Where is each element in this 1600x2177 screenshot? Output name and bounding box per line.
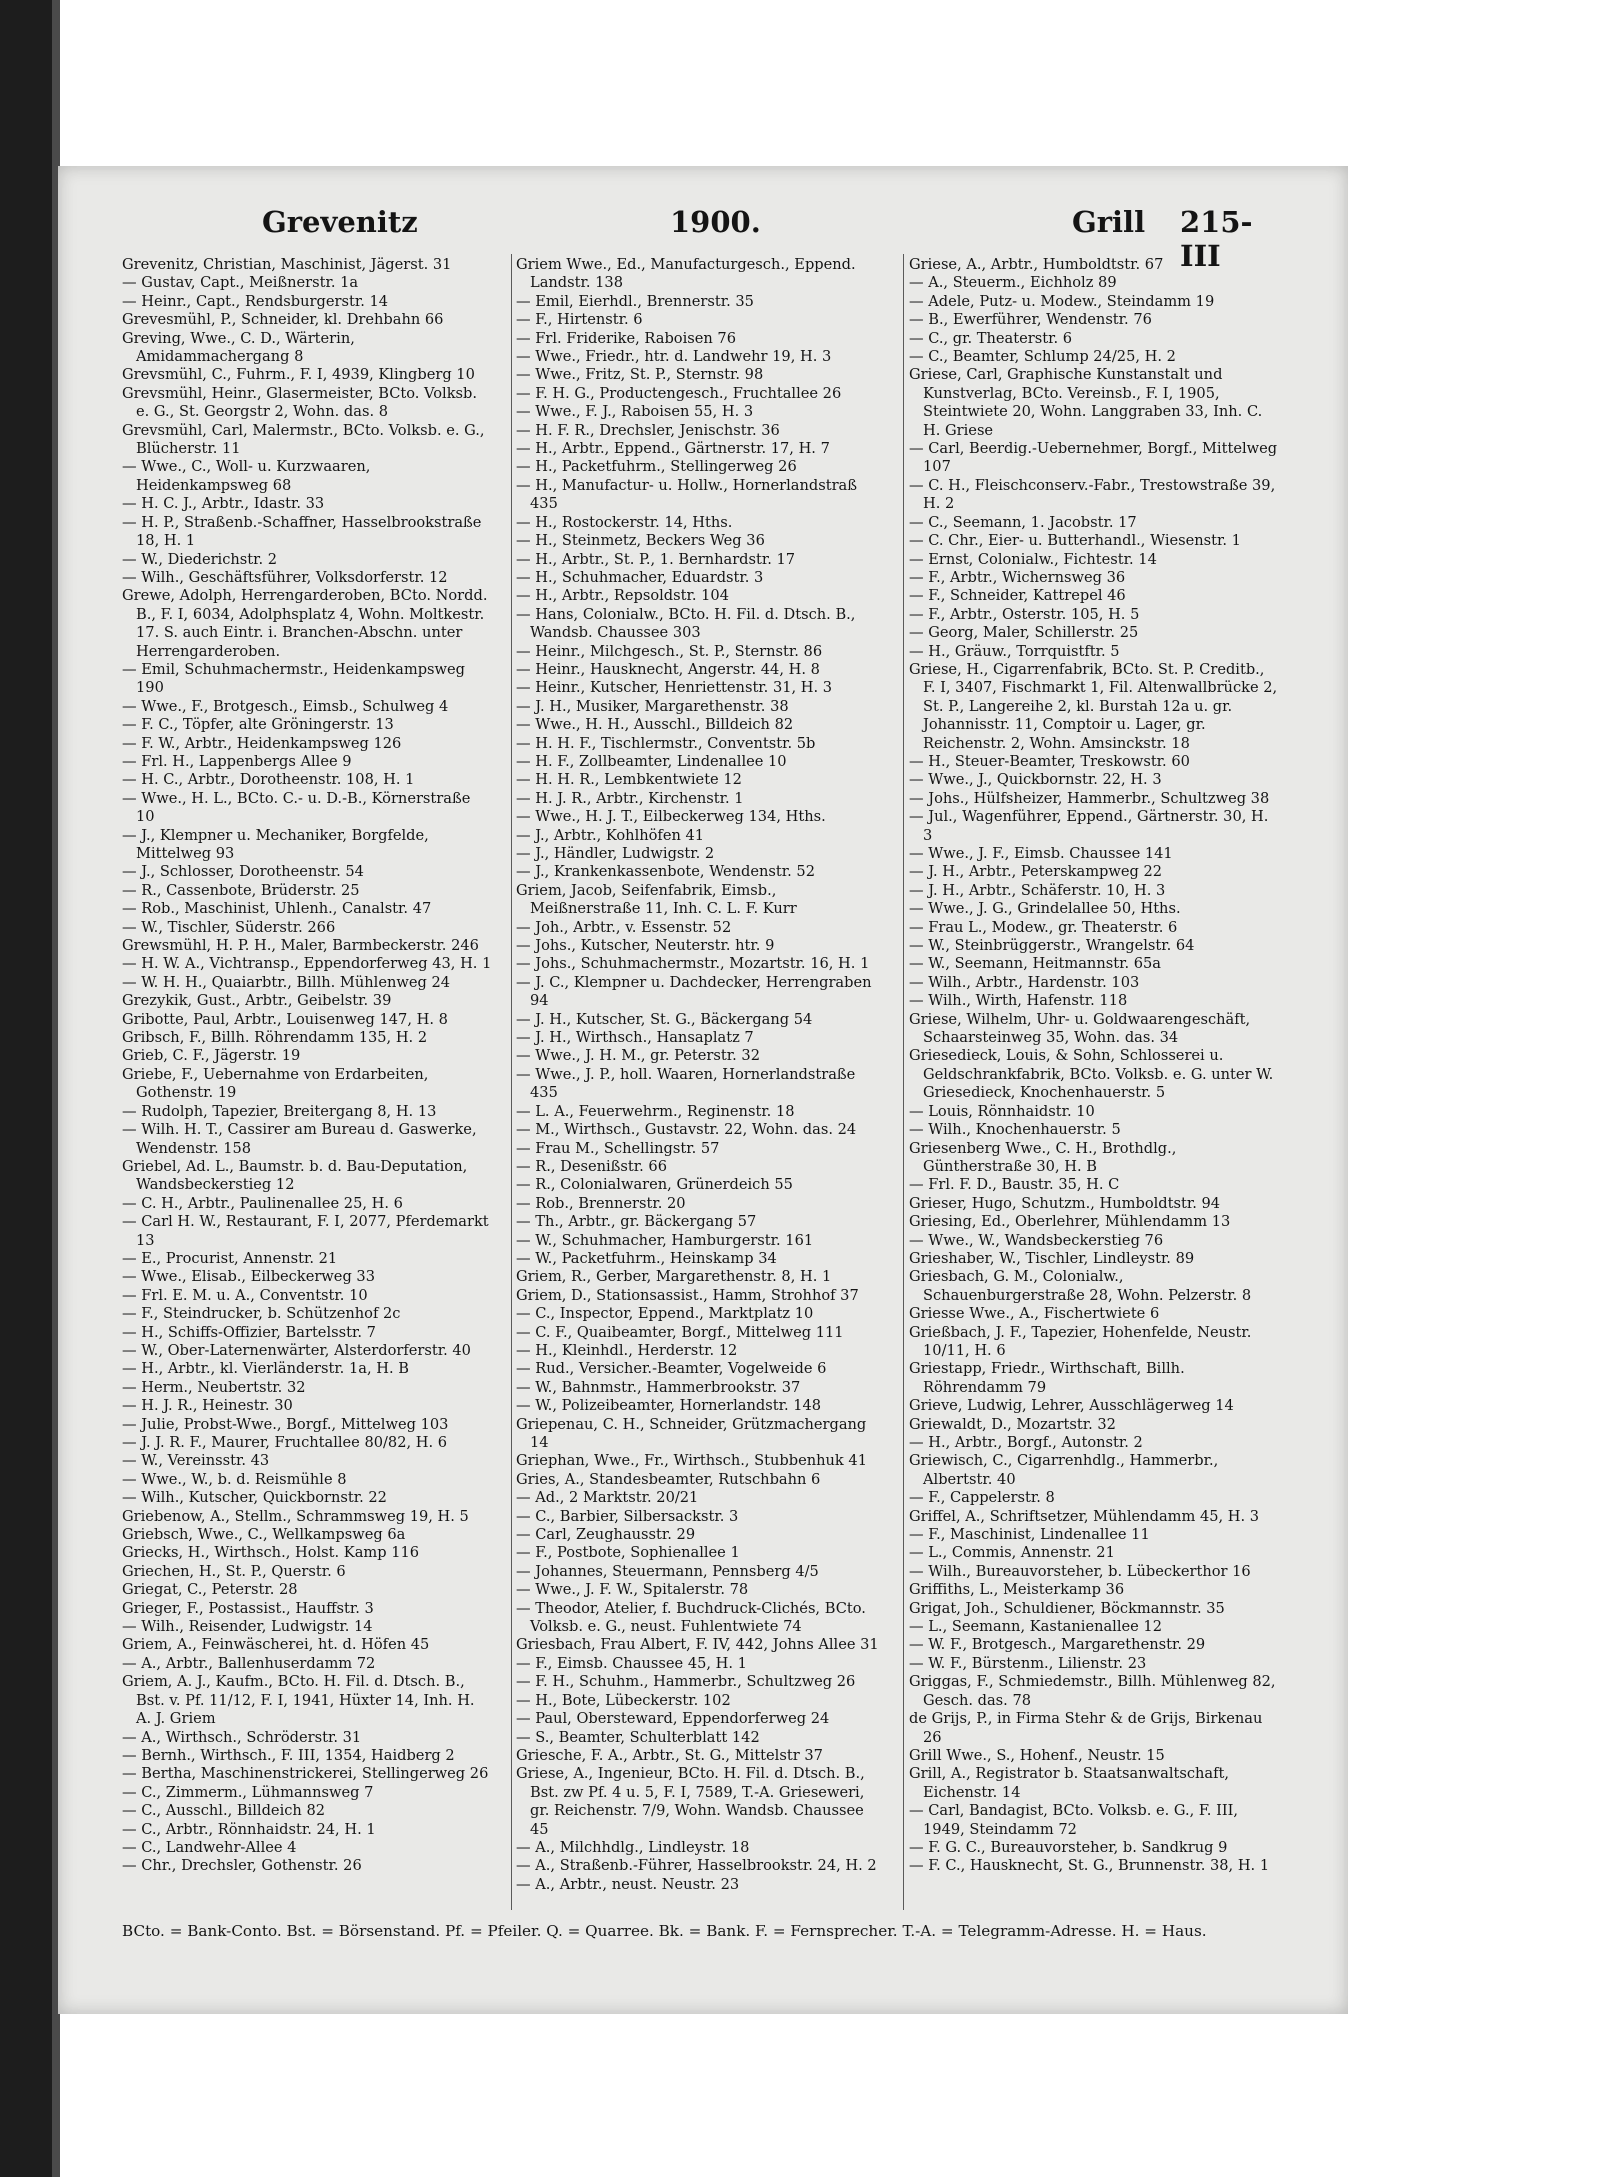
directory-entry: — F. C., Hausknecht, St. G., Brunnenstr. 38, H. 1 [909, 1857, 1270, 1875]
directory-entry: — J. C., Klempner u. Dachdecker, Herrengraben 94 [516, 973, 872, 1010]
directory-entry: — Wwe., C., Woll- u. Kurzwaaren, Heidenkampsweg 68 [122, 458, 371, 494]
directory-entry: — J., Arbtr., Kohlhöfen 41 [516, 826, 705, 844]
directory-entry: — H., Arbtr., Borgf., Autonstr. 2 [909, 1434, 1143, 1451]
directory-entry: — Rud., Versicher.-Beamter, Vogelweide 6 [516, 1360, 827, 1378]
directory-entry: — J., Schlosser, Dorotheenstr. 54 [122, 863, 364, 881]
directory-entry: Griebel, Ad. L., Baumstr. b. d. Bau-Deputation, Wandsbeckerstieg 12 [122, 1157, 468, 1194]
directory-entry: Griesbach, Frau Albert, F. IV, 442, Johns Allee 31 [516, 1636, 879, 1654]
directory-entry: — H., Schiffs-Offizier, Bartelsstr. 7 [122, 1323, 376, 1341]
directory-entry: — J., Krankenkassenbote, Wendenstr. 52 [516, 863, 815, 881]
directory-entry: — E., Procurist, Annenstr. 21 [122, 1249, 338, 1267]
directory-entry: — Rob., Brennerstr. 20 [516, 1194, 686, 1212]
directory-entry: — C. Chr., Eier- u. Butterhandl., Wiesenstr. 1 [909, 532, 1241, 550]
directory-entry: Grieser, Hugo, Schutzm., Humboldtstr. 94 [909, 1194, 1221, 1212]
directory-entry: — Jul., Wagenführer, Eppend., Gärtnerstr. 30, H. 3 [909, 808, 1269, 844]
directory-entry: Gries, A., Standesbeamter, Rutschbahn 6 [516, 1470, 821, 1488]
directory-entry: — J. H., Musiker, Margarethenstr. 38 [516, 697, 789, 715]
directory-entry: Griese, Carl, Graphische Kunstanstalt und Kunstverlag, BCto. Vereinsb., F. I, 1905, Steintwiete 20, Wohn. Langgraben 33, Inh. C. H. Griese [909, 366, 1263, 439]
directory-entry: — H. J. R., Arbtr., Kirchenstr. 1 [516, 789, 744, 807]
directory-entry: Grill, A., Registrator b. Staatsanwaltschaft, Eichenstr. 14 [909, 1765, 1230, 1801]
directory-entry: — A., Milchhdlg., Lindleystr. 18 [516, 1838, 750, 1856]
directory-entry: — Th., Arbtr., gr. Bäckergang 57 [516, 1213, 757, 1231]
directory-entry: — J., Klempner u. Mechaniker, Borgfelde, Mittelweg 93 [122, 826, 429, 862]
directory-entry: — Frl. E. M. u. A., Conventstr. 10 [122, 1286, 368, 1304]
directory-entry: — Carl, Zeughausstr. 29 [516, 1526, 696, 1544]
directory-entry: Griem, A. J., Kaufm., BCto. H. Fil. d. Dtsch. B., Bst. v. Pf. 11/12, F. I, 1941, Hüxter 14, Inh. H. A. J. Griem [122, 1673, 475, 1728]
directory-entry: — H. C. J., Arbtr., Idastr. 33 [122, 495, 325, 513]
directory-entry: — Carl, Beerdig.-Uebernehmer, Borgf., Mittelweg 107 [909, 440, 1278, 476]
directory-entry: — Ad., 2 Marktstr. 20/21 [516, 1489, 699, 1507]
directory-entry: Greving, Wwe., C. D., Wärterin, Amidammachergang 8 [122, 329, 355, 366]
directory-entry: Griebsch, Wwe., C., Wellkampsweg 6a [122, 1526, 406, 1544]
directory-entry: — H. C., Arbtr., Dorotheenstr. 108, H. 1 [122, 771, 415, 789]
header-year: 1900. [670, 205, 761, 239]
directory-entry: — H. F. R., Drechsler, Jenischstr. 36 [516, 421, 780, 439]
directory-entry: — Wilh., Arbtr., Hardenstr. 103 [909, 973, 1140, 991]
directory-entry: Griem, Jacob, Seifenfabrik, Eimsb., Meißnerstraße 11, Inh. C. L. F. Kurr [516, 881, 797, 918]
directory-entry: — Johannes, Steuermann, Pennsberg 4/5 [516, 1562, 819, 1580]
directory-entry: — C., Barbier, Silbersackstr. 3 [516, 1507, 739, 1525]
directory-entry: — L. A., Feuerwehrm., Reginenstr. 18 [516, 1102, 795, 1120]
directory-entry: — Ernst, Colonialw., Fichtestr. 14 [909, 550, 1157, 568]
directory-entry: — H., Arbtr., Eppend., Gärtnerstr. 17, H. 7 [516, 440, 830, 458]
directory-entry: — Julie, Probst-Wwe., Borgf., Mittelweg 103 [122, 1415, 449, 1433]
directory-entry: — Wilh. H. T., Cassirer am Bureau d. Gaswerke, Wendenstr. 158 [122, 1121, 477, 1157]
directory-entry: Griewaldt, D., Mozartstr. 32 [909, 1415, 1116, 1433]
directory-entry: — Wwe., J., Quickbornstr. 22, H. 3 [909, 771, 1162, 789]
directory-entry: — H. P., Straßenb.-Schaffner, Hasselbrookstraße 18, H. 1 [122, 513, 482, 550]
directory-entry: — Wwe., J. G., Grindelallee 50, Hths. [909, 900, 1181, 918]
directory-entry: — W., Bahnmstr., Hammerbrookstr. 37 [516, 1378, 801, 1396]
directory-entry: — A., Straßenb.-Führer, Hasselbrookstr. 24, H. 2 [516, 1857, 877, 1875]
directory-entry: — Wwe., Friedr., htr. d. Landwehr 19, H. 3 [516, 348, 832, 366]
directory-entry: — Wwe., J. F. W., Spitalerstr. 78 [516, 1581, 749, 1599]
directory-entry: — C., Arbtr., Rönnhaidstr. 24, H. 1 [122, 1820, 376, 1838]
directory-entry: — H. J. R., Heinestr. 30 [122, 1397, 293, 1415]
directory-entry: — Rudolph, Tapezier, Breitergang 8, H. 13 [122, 1102, 437, 1120]
directory-entry: — F., Schneider, Kattrepel 46 [909, 587, 1126, 605]
directory-column-1 [122, 256, 492, 1908]
directory-entry: Griggas, F., Schmiedemstr., Billh. Mühlenweg 82, Gesch. das. 78 [909, 1673, 1276, 1709]
directory-entry: — Wwe., Fritz, St. P., Sternstr. 98 [516, 366, 764, 384]
directory-entry: — W., Polizeibeamter, Hornerlandstr. 148 [516, 1397, 822, 1415]
directory-entry: — F., Arbtr., Wichernsweg 36 [909, 568, 1126, 586]
directory-entry: — F., Hirtenstr. 6 [516, 311, 643, 329]
directory-entry: — H., Steuer-Beamter, Treskowstr. 60 [909, 752, 1190, 770]
directory-entry: — Wilh., Geschäftsführer, Volksdorferstr. 12 [122, 568, 448, 586]
directory-entry: — H., Arbtr., kl. Vierländerstr. 1a, H. B [122, 1360, 409, 1378]
directory-entry: — H. W. A., Vichtransp., Eppendorferweg 43, H. 1 [122, 955, 492, 973]
directory-entry: — Wilh., Knochenhauerstr. 5 [909, 1121, 1121, 1139]
directory-entry: — Johs., Schuhmachermstr., Mozartstr. 16, H. 1 [516, 955, 870, 973]
directory-entry: Grießbach, J. F., Tapezier, Hohenfelde, Neustr. 10/11, H. 6 [909, 1323, 1252, 1359]
column-rule [511, 254, 512, 1910]
directory-entry: — J. H., Arbtr., Schäferstr. 10, H. 3 [909, 881, 1166, 899]
directory-entry: — F. G. C., Bureauvorsteher, b. Sandkrug 9 [909, 1838, 1228, 1856]
directory-entry: Griebenow, A., Stellm., Schrammsweg 19, H. 5 [122, 1507, 469, 1525]
directory-entry: Grevsmühl, Heinr., Glasermeister, BCto. Volksb. e. G., St. Georgstr 2, Wohn. das. 8 [122, 384, 478, 421]
directory-entry: Griesche, F. A., Arbtr., St. G., Mittelstr 37 [516, 1746, 823, 1764]
directory-entry: — Frl. F. D., Baustr. 35, H. C [909, 1176, 1120, 1194]
header-right-catchword: Grill [1072, 205, 1146, 239]
directory-entry: Griem, R., Gerber, Margarethenstr. 8, H. 1 [516, 1268, 832, 1286]
directory-entry: — Rob., Maschinist, Uhlenh., Canalstr. 47 [122, 900, 432, 918]
directory-entry: — H., Gräuw., Torrquistftr. 5 [909, 642, 1120, 660]
directory-entry: — F. C., Töpfer, alte Gröningerstr. 13 [122, 716, 394, 734]
directory-entry: — J., Händler, Ludwigstr. 2 [516, 845, 715, 862]
directory-column-3 [909, 256, 1279, 1908]
directory-entry: — A., Steuerm., Eichholz 89 [909, 274, 1117, 292]
directory-entry: Grevsmühl, Carl, Malermstr., BCto. Volksb. e. G., Blücherstr. 11 [122, 421, 485, 458]
directory-entry: Griesbach, G. M., Colonialw., Schauenburgerstraße 28, Wohn. Pelzerstr. 8 [909, 1268, 1252, 1304]
directory-entry: — B., Ewerführer, Wendenstr. 76 [909, 311, 1152, 329]
directory-entry: — S., Beamter, Schulterblatt 142 [516, 1728, 760, 1746]
directory-entry: Grevenitz, Christian, Maschinist, Jägerst. 31 [122, 256, 452, 273]
directory-entry: — C., Zimmerm., Lühmannsweg 7 [122, 1783, 374, 1801]
directory-entry: — Wwe., H. J. T., Eilbeckerweg 134, Hths. [516, 808, 826, 826]
directory-entry: Grieger, F., Postassist., Hauffstr. 3 [122, 1599, 374, 1617]
directory-entry: — W., Schuhmacher, Hamburgerstr. 161 [516, 1231, 814, 1249]
directory-entry: — Wilh., Bureauvorsteher, b. Lübeckerthor 16 [909, 1562, 1251, 1580]
directory-entry: — R., Desenißstr. 66 [516, 1157, 667, 1175]
directory-entry: — H., Arbtr., Repsoldstr. 104 [516, 587, 729, 605]
directory-entry: — F., Postbote, Sophienallee 1 [516, 1544, 740, 1562]
directory-entry: Griese, A., Ingenieur, BCto. H. Fil. d. Dtsch. B., Bst. zw Pf. 4 u. 5, F. I, 7589, T.-A. Grieseweri, gr. Reichenstr. 7/9, Wohn. Wandsb. Chaussee 45 [516, 1765, 865, 1838]
directory-entry: — Wwe., H. L., BCto. C.- u. D.-B., Körnerstraße 10 [122, 789, 471, 826]
directory-entry: — Heinr., Milchgesch., St. P., Sternstr. 86 [516, 642, 823, 660]
directory-entry: — Louis, Rönnhaidstr. 10 [909, 1102, 1095, 1120]
directory-entry: — Theodor, Atelier, f. Buchdruck-Clichés, BCto. Volksb. e. G., neust. Fuhlentwiete 74 [516, 1599, 866, 1636]
directory-entry: Grieb, C. F., Jägerstr. 19 [122, 1047, 301, 1065]
directory-entry: Grewsmühl, H. P. H., Maler, Barmbeckerstr. 246 [122, 937, 479, 955]
directory-entry: Griffiths, L., Meisterkamp 36 [909, 1581, 1125, 1599]
directory-entry: Griesenberg Wwe., C. H., Brothdlg., Güntherstraße 30, H. B [909, 1139, 1177, 1175]
directory-entry: — C. F., Quaibeamter, Borgf., Mittelweg 111 [516, 1323, 844, 1341]
directory-entry: — F. H. G., Productengesch., Fruchtallee 26 [516, 384, 842, 402]
directory-entry: Griegat, C., Peterstr. 28 [122, 1581, 298, 1599]
directory-entry: — Johs., Hülfsheizer, Hammerbr., Schultzweg 38 [909, 789, 1270, 807]
directory-entry: — H. F., Zollbeamter, Lindenallee 10 [516, 752, 787, 770]
directory-entry: — Paul, Obersteward, Eppendorferweg 24 [516, 1710, 830, 1728]
directory-entry: Griesse Wwe., A., Fischertwiete 6 [909, 1305, 1160, 1323]
directory-entry: — Joh., Arbtr., v. Essenstr. 52 [516, 918, 732, 936]
directory-entry: — Wwe., F., Brotgesch., Eimsb., Schulweg 4 [122, 697, 449, 715]
directory-entry: — R., Cassenbote, Brüderstr. 25 [122, 881, 360, 899]
directory-entry: — H. H. R., Lembkentwiete 12 [516, 771, 742, 789]
directory-entry: — H., Steinmetz, Beckers Weg 36 [516, 532, 765, 550]
directory-entry: — Wwe., J. F., Eimsb. Chaussee 141 [909, 845, 1173, 862]
directory-entry: — J. H., Wirthsch., Hansaplatz 7 [516, 1029, 754, 1047]
directory-entry: — J. H., Kutscher, St. G., Bäckergang 54 [516, 1010, 813, 1028]
directory-entry: — W. H. H., Quaiarbtr., Billh. Mühlenweg 24 [122, 973, 451, 991]
directory-entry: Grill Wwe., S., Hohenf., Neustr. 15 [909, 1746, 1165, 1764]
directory-entry: — H., Packetfuhrm., Stellingerweg 26 [516, 458, 797, 476]
directory-entry: — Carl H. W., Restaurant, F. I, 2077, Pferdemarkt 13 [122, 1213, 489, 1249]
directory-entry: — H., Arbtr., St. P., 1. Bernhardstr. 17 [516, 550, 796, 568]
directory-entry: Griesedieck, Louis, & Sohn, Schlosserei u. Geldschrankfabrik, BCto. Volksb. e. G. unter W. Griesedieck, Knochenhauerstr. 5 [909, 1047, 1274, 1102]
directory-entry: Griese, H., Cigarrenfabrik, BCto. St. P. Creditb., F. I, 3407, Fischmarkt 1, Fil. Altenwallbrücke 2, St. P., Langereihe 2, kl. Burstah 12a u. gr. Johannisstr. 11, Comptoir u. Lager, gr. Reichenstr. 2, Wohn. Amsinckstr. 18 [909, 660, 1278, 752]
directory-entry: — H., Bote, Lübeckerstr. 102 [516, 1691, 731, 1709]
directory-entry: Grigat, Joh., Schuldiener, Böckmannstr. 35 [909, 1599, 1225, 1617]
book-binding [0, 0, 52, 2177]
directory-entry: — J. H., Arbtr., Peterskampweg 22 [909, 863, 1163, 881]
directory-column-2 [516, 256, 886, 1908]
directory-entry: — Heinr., Capt., Rendsburgerstr. 14 [122, 292, 389, 310]
directory-entry: — Wilh., Kutscher, Quickbornstr. 22 [122, 1489, 387, 1507]
directory-entry: Griecks, H., Wirthsch., Holst. Kamp 116 [122, 1544, 420, 1562]
directory-entry: — F., Arbtr., Osterstr. 105, H. 5 [909, 605, 1140, 623]
directory-entry: Griese, Wilhelm, Uhr- u. Goldwaarengeschäft, Schaarsteinweg 35, Wohn. das. 34 [909, 1010, 1251, 1047]
directory-entry: — Wwe., W., Wandsbeckerstieg 76 [909, 1231, 1164, 1249]
directory-entry: — A., Arbtr., neust. Neustr. 23 [516, 1875, 740, 1893]
directory-entry: Grieve, Ludwig, Lehrer, Ausschlägerweg 14 [909, 1397, 1234, 1415]
directory-entry: Griechen, H., St. P., Querstr. 6 [122, 1562, 346, 1580]
directory-entry: — C. H., Fleischconserv.-Fabr., Trestowstraße 39, H. 2 [909, 476, 1276, 513]
directory-entry: — W., Tischler, Süderstr. 266 [122, 918, 336, 936]
directory-entry: — R., Colonialwaren, Grünerdeich 55 [516, 1176, 793, 1194]
directory-entry: — Frau L., Modew., gr. Theaterstr. 6 [909, 918, 1178, 936]
directory-entry: — W. F., Brotgesch., Margarethenstr. 29 [909, 1636, 1206, 1654]
directory-entry: Gribotte, Paul, Arbtr., Louisenweg 147, H. 8 [122, 1010, 448, 1028]
page-number: 215-III [1180, 205, 1253, 273]
directory-entry: — W., Ober-Laternenwärter, Alsterdorferstr. 40 [122, 1341, 471, 1359]
directory-entry: Griepenau, C. H., Schneider, Grützmachergang 14 [516, 1415, 867, 1451]
directory-entry: — Adele, Putz- u. Modew., Steindamm 19 [909, 292, 1215, 310]
directory-entry: — Wwe., H. H., Ausschl., Billdeich 82 [516, 716, 794, 734]
directory-entry: Griem Wwe., Ed., Manufacturgesch., Eppend. Landstr. 138 [516, 256, 856, 292]
directory-entry: — C., Seemann, 1. Jacobstr. 17 [909, 513, 1137, 531]
directory-entry: — C., Landwehr-Allee 4 [122, 1838, 297, 1856]
directory-entry: — W., Packetfuhrm., Heinskamp 34 [516, 1249, 777, 1267]
directory-entry: — W., Diederichstr. 2 [122, 550, 278, 568]
directory-entry: — F., Maschinist, Lindenallee 11 [909, 1526, 1150, 1544]
directory-entry: Griem, A., Feinwäscherei, ht. d. Höfen 45 [122, 1636, 430, 1654]
directory-entry: — L., Seemann, Kastanienallee 12 [909, 1618, 1163, 1636]
directory-entry: — Frau M., Schellingstr. 57 [516, 1139, 720, 1157]
directory-entry: — Frl. Friderike, Raboisen 76 [516, 329, 736, 347]
directory-entry: — Carl, Bandagist, BCto. Volksb. e. G., F. III, 1949, Steindamm 72 [909, 1802, 1238, 1838]
directory-entry: — Johs., Kutscher, Neuterstr. htr. 9 [516, 937, 775, 955]
directory-entry: — Frl. H., Lappenbergs Allee 9 [122, 752, 352, 770]
directory-entry: — Wwe., Elisab., Eilbeckerweg 33 [122, 1268, 375, 1286]
directory-entry: — Bertha, Maschinenstrickerei, Stellingerweg 26 [122, 1765, 489, 1783]
directory-entry: — M., Wirthsch., Gustavstr. 22, Wohn. das. 24 [516, 1121, 857, 1139]
directory-entry: — Wwe., J. P., holl. Waaren, Hornerlandstraße 435 [516, 1065, 856, 1102]
directory-entry: de Grijs, P., in Firma Stehr & de Grijs, Birkenau 26 [909, 1710, 1263, 1746]
directory-entry: — Heinr., Hausknecht, Angerstr. 44, H. 8 [516, 660, 820, 678]
directory-entry: — Gustav, Capt., Meißnerstr. 1a [122, 274, 359, 292]
directory-entry: Griffel, A., Schriftsetzer, Mühlendamm 45, H. 3 [909, 1507, 1260, 1525]
directory-entry: Gribsch, F., Billh. Röhrendamm 135, H. 2 [122, 1029, 428, 1047]
directory-entry: Griesing, Ed., Oberlehrer, Mühlendamm 13 [909, 1213, 1231, 1231]
directory-entry: — Chr., Drechsler, Gothenstr. 26 [122, 1857, 362, 1875]
directory-entry: — Wwe., J. H. M., gr. Peterstr. 32 [516, 1047, 760, 1065]
directory-entry: — H., Schuhmacher, Eduardstr. 3 [516, 568, 764, 586]
directory-entry: Grevsmühl, C., Fuhrm., F. I, 4939, Klingberg 10 [122, 366, 475, 384]
directory-entry: — C., gr. Theaterstr. 6 [909, 329, 1073, 347]
directory-entry: Griestapp, Friedr., Wirthschaft, Billh. Röhrendamm 79 [909, 1360, 1185, 1396]
directory-entry: — C., Beamter, Schlump 24/25, H. 2 [909, 348, 1176, 366]
directory-entry: Griewisch, C., Cigarrenhdlg., Hammerbr., Albertstr. 40 [909, 1452, 1219, 1488]
directory-entry: — W., Seemann, Heitmannstr. 65a [909, 955, 1161, 973]
directory-entry: — Wwe., F. J., Raboisen 55, H. 3 [516, 403, 754, 421]
directory-entry: — W., Vereinsstr. 43 [122, 1452, 270, 1470]
directory-entry: Griephan, Wwe., Fr., Wirthsch., Stubbenhuk 41 [516, 1452, 867, 1470]
directory-entry: — H., Kleinhdl., Herderstr. 12 [516, 1341, 738, 1359]
directory-entry: Grevesmühl, P., Schneider, kl. Drehbahn 66 [122, 311, 444, 329]
directory-entry: Griem, D., Stationsassist., Hamm, Strohhof 37 [516, 1286, 859, 1304]
directory-entry: — Bernh., Wirthsch., F. III, 1354, Haidberg 2 [122, 1746, 455, 1764]
column-rule [903, 254, 904, 1910]
directory-entry: — F., Eimsb. Chaussee 45, H. 1 [516, 1654, 747, 1672]
header-left-catchword: Grevenitz [262, 205, 418, 239]
directory-entry: — L., Commis, Annenstr. 21 [909, 1544, 1115, 1562]
directory-entry: Griese, A., Arbtr., Humboldtstr. 67 [909, 256, 1164, 273]
directory-entry: — W. F., Bürstenm., Lilienstr. 23 [909, 1654, 1147, 1672]
directory-entry: — F. W., Arbtr., Heidenkampsweg 126 [122, 734, 402, 752]
directory-entry: — C., Ausschl., Billdeich 82 [122, 1802, 326, 1820]
directory-entry: — Emil, Schuhmachermstr., Heidenkampsweg 190 [122, 660, 466, 697]
directory-entry: Grewe, Adolph, Herrengarderoben, BCto. Nordd. B., F. I, 6034, Adolphsplatz 4, Wohn. Moltkestr. 17. S. auch Eintr. i. Branchen-Abschn. unter Herrengarderoben. [122, 587, 488, 660]
directory-entry: — Wwe., W., b. d. Reismühle 8 [122, 1470, 347, 1488]
directory-entry: — H. H. F., Tischlermstr., Conventstr. 5b [516, 734, 816, 752]
directory-entry: — A., Wirthsch., Schröderstr. 31 [122, 1728, 362, 1746]
directory-entry: — Wilh., Reisender, Ludwigstr. 14 [122, 1618, 373, 1636]
directory-entry: Grezykik, Gust., Arbtr., Geibelstr. 39 [122, 992, 392, 1010]
directory-entry: — F., Steindrucker, b. Schützenhof 2c [122, 1305, 401, 1323]
directory-entry: — W., Steinbrüggerstr., Wrangelstr. 64 [909, 937, 1195, 955]
directory-entry: — Herm., Neubertstr. 32 [122, 1378, 306, 1396]
directory-entry: — H., Manufactur- u. Hollw., Hornerlandstraß 435 [516, 476, 857, 513]
directory-entry: — A., Arbtr., Ballenhuserdamm 72 [122, 1654, 376, 1672]
directory-entry: — Georg, Maler, Schillerstr. 25 [909, 624, 1139, 642]
abbreviation-legend: BCto. = Bank-Conto. Bst. = Börsenstand. Pf. = Pfeiler. Q. = Quarree. Bk. = Bank. F. = Fernsprecher. T.-A. = Telegramm-Adresse. H. = Haus. [122, 1922, 1207, 1940]
directory-entry: — F. H., Schuhm., Hammerbr., Schultzweg 26 [516, 1673, 856, 1691]
directory-entry: — Emil, Eierhdl., Brennerstr. 35 [516, 292, 754, 310]
directory-entry: Griebe, F., Uebernahme von Erdarbeiten, Gothenstr. 19 [122, 1065, 429, 1102]
directory-entry: Grieshaber, W., Tischler, Lindleystr. 89 [909, 1249, 1195, 1267]
directory-entry: — J. J. R. F., Maurer, Fruchtallee 80/82, H. 6 [122, 1434, 448, 1451]
directory-entry: — Hans, Colonialw., BCto. H. Fil. d. Dtsch. B., Wandsb. Chaussee 303 [516, 605, 856, 642]
directory-entry: — Heinr., Kutscher, Henriettenstr. 31, H. 3 [516, 679, 833, 697]
directory-entry: — H., Rostockerstr. 14, Hths. [516, 513, 733, 531]
directory-entry: — C. H., Arbtr., Paulinenallee 25, H. 6 [122, 1194, 403, 1212]
directory-entry: — C., Inspector, Eppend., Marktplatz 10 [516, 1305, 814, 1323]
directory-entry: — F., Cappelerstr. 8 [909, 1489, 1055, 1507]
directory-entry: — Wilh., Wirth, Hafenstr. 118 [909, 992, 1128, 1010]
